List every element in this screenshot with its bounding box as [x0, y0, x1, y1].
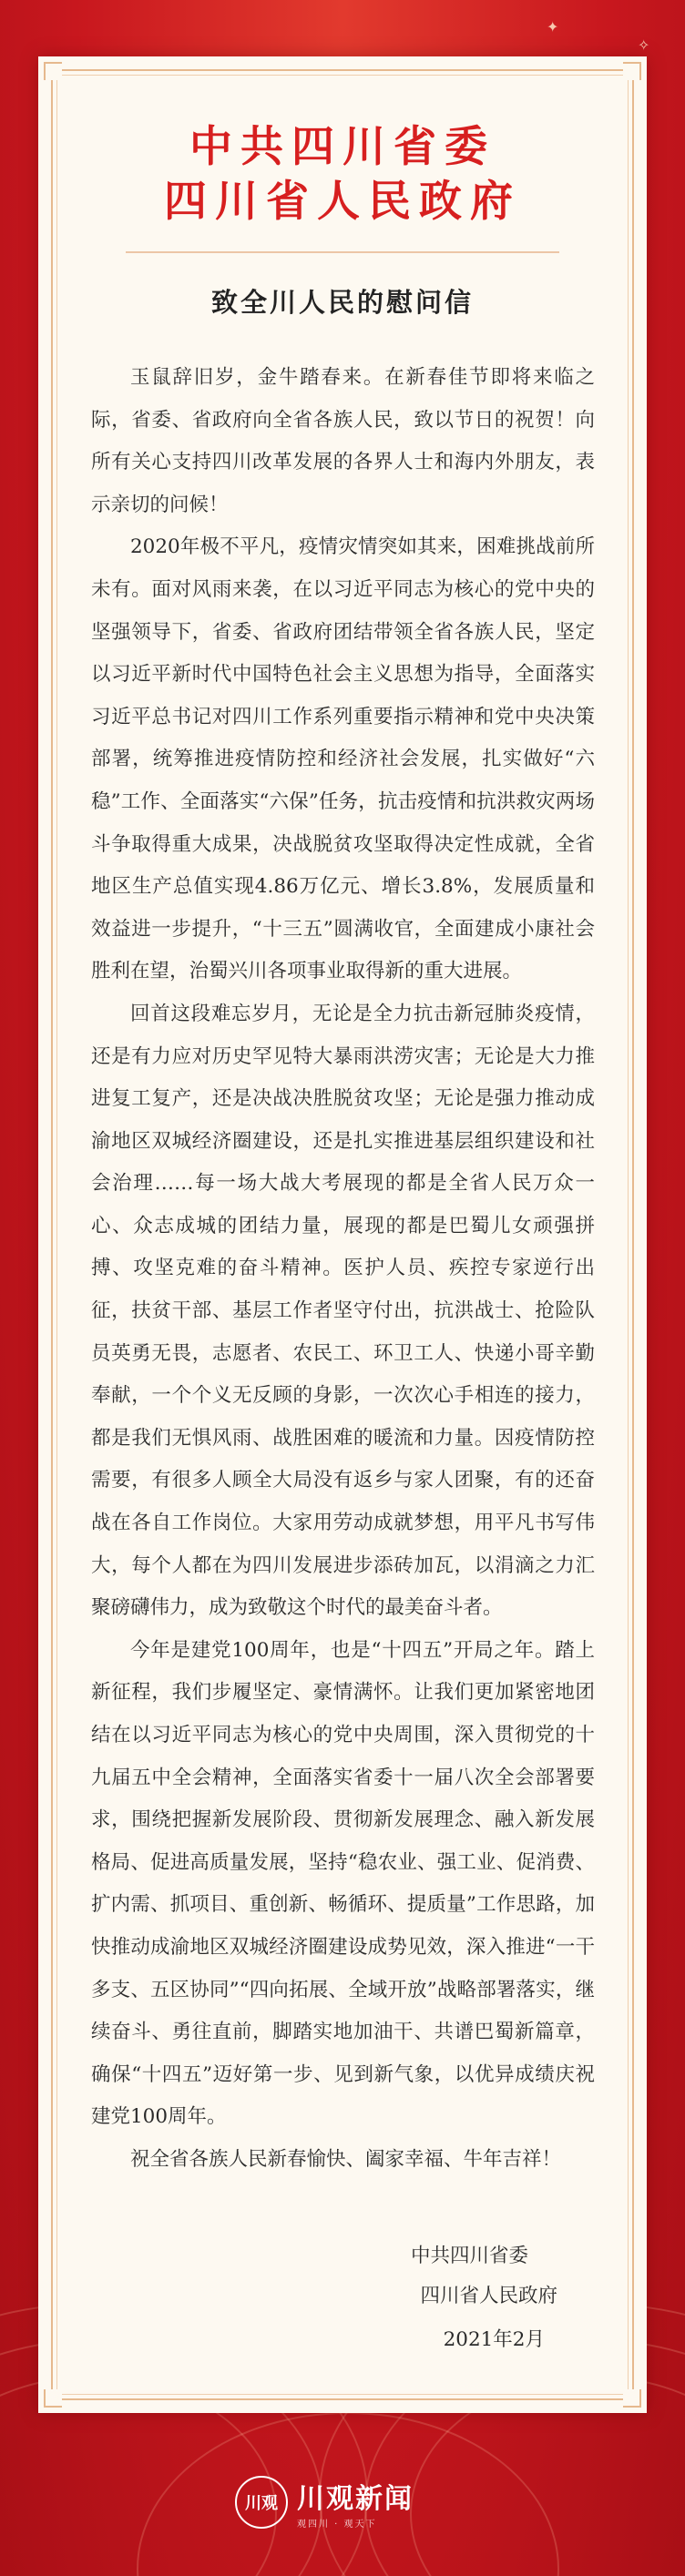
sparkle-icon: ✧ — [638, 36, 650, 54]
paragraph: 今年是建党100周年，也是“十四五”开局之年。踏上新征程，我们步履坚定、豪情满怀。让我们更加紧密地团结在以习近平同志为核心的党中央周围，深入贯彻党的十九届五中全会精神，全面落实省委十一届八次全会部署要求，围绕把握新发展阶段、贯彻新发展理念、融入新发展格局、促进高质量发展，坚持“稳农业、强工业、促消费、扩内需、抓项目、重创新、畅循环、提质量”工作思路，加快推动成渝地区双城经济圈建设成势见效，深入推进“一干多支、五区协同”“四向拓展、全域开放”战略部署落实，继续奋斗、勇往直前，脚踏实地加油干、共谱巴蜀新篇章，确保“十四五”迈好第一步、见到新气象，以优异成绩庆祝建党100周年。 — [91, 1638, 595, 2129]
issuer-line-party: 中共四川省委 — [189, 122, 496, 172]
frame-corner — [623, 2389, 641, 2408]
issuer-line-government: 四川省人民政府 — [164, 177, 521, 227]
frame-corner — [44, 2389, 62, 2408]
paragraph: 2020年极不平凡，疫情灾情突如其来，困难挑战前所未有。面对风雨来袭，在以习近平同志为核心的党中央的坚强领导下，省委、省政府团结带领全省各族人民，坚定以习近平新时代中国特色社会主义思想为指导，全面落实习近平总书记对四川工作系列重要指示精神和党中央决策部署，统筹推进疫情防控和经济社会发展，扎实做好“六稳”工作、全面落实“六保”任务，抗击疫情和抗洪救灾两场斗争取得重大成果，决战脱贫攻坚取得决定性成就，全省地区生产总值实现4.86万亿元、增长3.8%，发展质量和效益进一步提升，“十三五”圆满收官，全面建成小康社会胜利在望，治蜀兴川各项事业取得新的重大进展。 — [91, 535, 595, 983]
logo-text — [297, 2476, 414, 2530]
frame-corner — [623, 62, 641, 80]
letter-paper — [38, 56, 647, 2413]
sparkle-icon: ✦ — [547, 18, 559, 36]
paragraph: 回首这段难忘岁月，无论是全力抗击新冠肺炎疫情，还是有力应对历史罕见特大暴雨洪涝灾害；无论是大力推进复工复产，还是决战决胜脱贫攻坚；无论是强力推动成渝地区双城经济圈建设，还是扎实推进基层组织建设和社会治理……每一场大战大考展现的都是全省人民万众一心、众志成城的团结力量，展现的都是巴蜀儿女顽强拼搏、攻坚克难的奋斗精神。医护人员、疾控专家逆行出征，扶贫干部、基层工作者坚守付出，抗洪战士、抢险队员英勇无畏，志愿者、农民工、环卫工人、快递小哥辛勤奉献，一个个义无反顾的身影，一次次心手相连的接力，都是我们无惧风雨、战胜困难的暖流和力量。因疫情防控需要，有很多人顾全大局没有返乡与家人团聚，有的还奋战在各自工作岗位。大家用劳动成就梦想，用平凡书写伟大，每个人都在为四川发展进步添砖加瓦，以涓滴之力汇聚磅礴伟力，成为致敬这个时代的最美奋斗者。 — [91, 1002, 595, 1620]
signature-government: 四川省人民政府 — [420, 2285, 557, 2307]
letter-body — [91, 357, 595, 2182]
signature-party: 中共四川省委 — [410, 2245, 528, 2267]
frame-corner — [44, 62, 62, 80]
logo-name: 川观新闻 — [297, 2482, 414, 2515]
paragraph: 祝全省各族人民新春愉快、阖家幸福、牛年吉祥！ — [130, 2147, 562, 2171]
title-divider — [126, 251, 559, 253]
letter-title: 致全川人民的慰问信 — [210, 287, 474, 318]
paragraph: 玉鼠辞旧岁，金牛踏春来。在新春佳节即将来临之际，省委、省政府向全省各族人民，致以节日的祝贺！向所有关心支持四川改革发展的各界人士和海内外朋友，表示亲切的问候！ — [91, 366, 595, 516]
logo-mark-icon: 川观 — [235, 2476, 288, 2529]
chuanguan-logo — [235, 2475, 414, 2530]
logo-slogan: 观四川 · 观天下 — [297, 2519, 377, 2530]
signature-date: 2021年2月 — [443, 2328, 545, 2351]
